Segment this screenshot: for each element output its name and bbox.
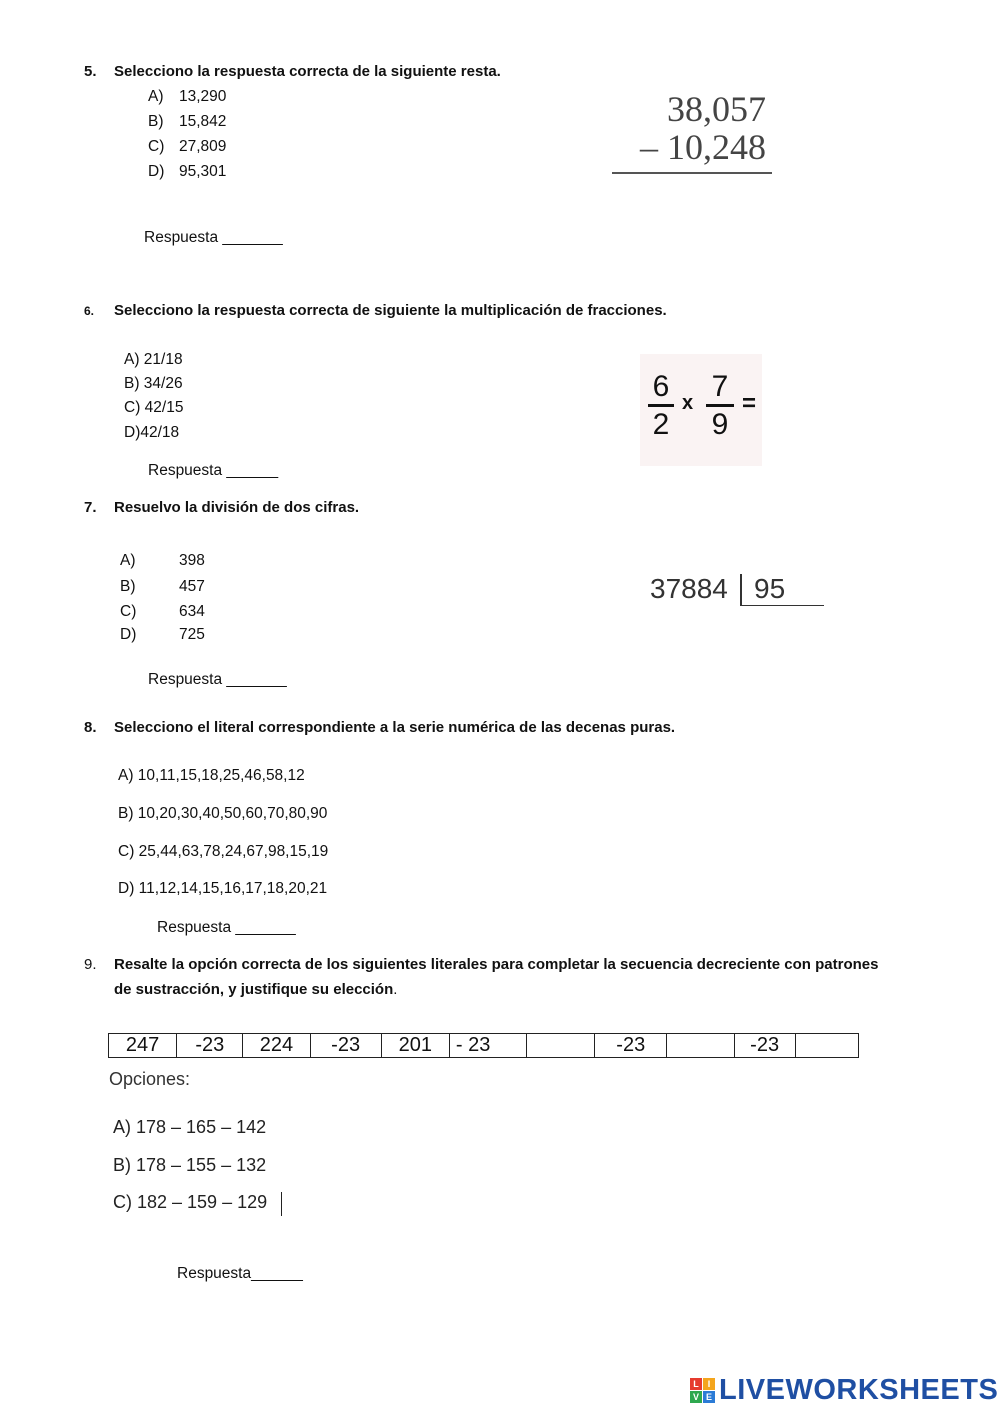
q9-text-line2-bold: de sustracción, y justifique su elección	[114, 981, 394, 998]
logo-grid-icon	[690, 1378, 715, 1403]
q7-division-problem	[650, 572, 826, 608]
q5-option-c-letter[interactable]: C)	[148, 138, 165, 155]
logo-tile-i: I	[703, 1378, 715, 1390]
q6-numerator-2: 7	[711, 370, 729, 403]
seq-cell-11[interactable]	[796, 1034, 858, 1057]
q8-number: 8.	[84, 719, 97, 736]
logo-tile-l: L	[690, 1378, 702, 1390]
q5-result-line	[612, 172, 772, 174]
q8-option-d[interactable]: D) 11,12,14,15,16,17,18,20,21	[118, 880, 328, 897]
q7-dividend: 37884	[650, 573, 728, 604]
seq-cell-7[interactable]	[527, 1034, 595, 1057]
text-cursor	[281, 1192, 282, 1216]
q9-option-a[interactable]: A) 178 – 165 – 142	[113, 1117, 267, 1137]
q9-answer-blank[interactable]: Respuesta______	[177, 1265, 303, 1282]
q6-option-a[interactable]: A) 21/18	[124, 351, 183, 368]
brand-wordmark: LIVEWORKSHEETS	[719, 1373, 999, 1406]
q9-option-b[interactable]: B) 178 – 155 – 132	[113, 1155, 267, 1175]
q9-number: 9.	[84, 956, 97, 973]
q6-number: 6.	[84, 304, 95, 318]
q5-option-b-letter[interactable]: B)	[148, 113, 164, 130]
q7-quotient-line	[740, 605, 824, 606]
q7-text: Resuelvo la división de dos cifras.	[114, 499, 360, 516]
q8-option-c[interactable]: C) 25,44,63,78,24,67,98,15,19	[118, 843, 329, 860]
seq-cell-6: - 23	[450, 1034, 527, 1057]
q9-options-title: Opciones:	[109, 1069, 191, 1089]
q9-option-c[interactable]: C) 182 – 159 – 129	[113, 1192, 268, 1212]
q6-option-d[interactable]: D)42/18	[124, 424, 180, 441]
q7-number: 7.	[84, 499, 97, 516]
seq-cell-2: -23	[177, 1034, 243, 1057]
q8-option-b[interactable]: B) 10,20,30,40,50,60,70,80,90	[118, 805, 328, 822]
q7-option-d-letter[interactable]: D)	[120, 626, 137, 643]
q6-answer-blank[interactable]: Respuesta ______	[148, 462, 279, 479]
q5-number: 5.	[84, 63, 97, 80]
q5-option-c[interactable]: 27,809	[179, 138, 227, 155]
q7-option-d[interactable]: 725	[179, 626, 205, 643]
q8-answer-blank[interactable]: Respuesta _______	[157, 919, 296, 936]
q5-option-d[interactable]: 95,301	[179, 163, 227, 180]
q7-option-c-letter[interactable]: C)	[120, 603, 137, 620]
q7-option-b[interactable]: 457	[179, 578, 205, 595]
logo-tile-v: V	[690, 1391, 702, 1403]
q9-sequence-table	[108, 1033, 859, 1058]
q6-fraction-bar-1	[648, 404, 674, 407]
q5-subtrahend: – 10,248	[640, 127, 766, 167]
q7-option-c[interactable]: 634	[179, 603, 205, 620]
q5-answer-blank[interactable]: Respuesta _______	[144, 229, 283, 246]
q7-divisor: 95	[754, 573, 786, 604]
q5-minuend: 38,057	[667, 89, 766, 129]
q8-option-a[interactable]: A) 10,11,15,18,25,46,58,12	[118, 767, 305, 784]
q6-numerator-1: 6	[652, 370, 670, 403]
q7-option-a-letter[interactable]: A)	[120, 552, 136, 569]
q6-equals-sign: =	[742, 390, 757, 417]
seq-cell-5: 201	[382, 1034, 450, 1057]
q7-division-bracket	[740, 574, 742, 606]
logo-tile-e: E	[703, 1391, 715, 1403]
q5-option-b[interactable]: 15,842	[179, 113, 227, 130]
q5-option-a-letter[interactable]: A)	[148, 88, 164, 105]
q8-text: Selecciono el literal correspondiente a la serie numérica de las decenas puras.	[114, 719, 676, 736]
q6-option-b[interactable]: B) 34/26	[124, 375, 183, 392]
q7-option-b-letter[interactable]: B)	[120, 578, 136, 595]
q6-multiply-sign: x	[682, 392, 694, 414]
q5-subtraction-problem	[612, 90, 772, 178]
q6-text: Selecciono la respuesta correcta de siguiente la multiplicación de fracciones.	[114, 302, 667, 319]
seq-cell-1: 247	[109, 1034, 177, 1057]
q5-option-a[interactable]: 13,290	[179, 88, 227, 105]
q9-text-line2	[114, 981, 397, 998]
q7-answer-blank[interactable]: Respuesta _______	[148, 671, 287, 688]
q9-text-end: .	[393, 981, 398, 998]
q5-option-d-letter[interactable]: D)	[148, 163, 165, 180]
q9-text-line1: Resalte la opción correcta de los siguientes literales para completar la secuencia decreciente con patrones	[114, 956, 879, 973]
q6-fraction-problem	[640, 354, 762, 466]
q5-text: Selecciono la respuesta correcta de la siguiente resta.	[114, 63, 501, 80]
seq-cell-9[interactable]	[667, 1034, 734, 1057]
q6-fraction-bar-2	[706, 404, 734, 407]
liveworksheets-logo	[690, 1373, 999, 1406]
seq-cell-3: 224	[243, 1034, 310, 1057]
q7-option-a[interactable]: 398	[179, 552, 205, 569]
q6-denominator-1: 2	[652, 408, 670, 441]
q6-denominator-2: 9	[711, 408, 729, 441]
q6-option-c[interactable]: C) 42/15	[124, 399, 184, 416]
seq-cell-10: -23	[735, 1034, 796, 1057]
seq-cell-4: -23	[311, 1034, 382, 1057]
seq-cell-8: -23	[595, 1034, 667, 1057]
